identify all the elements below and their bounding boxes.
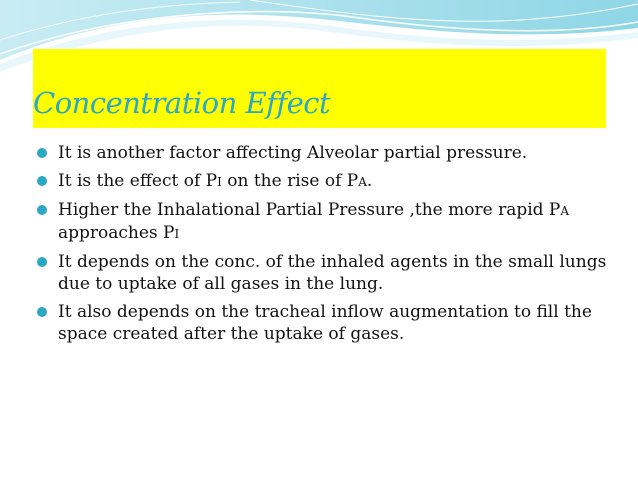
- bullet-text: It depends on the conc. of the inhaled agents in the small lungs due to uptake of all gases in the lung.: [58, 252, 607, 294]
- bullet-text: approaches P: [58, 223, 175, 243]
- subscript-text: A: [560, 204, 570, 218]
- bullet-list: [34, 142, 614, 351]
- bullet-dot-icon: [37, 205, 47, 215]
- bullet-text: .: [366, 171, 373, 191]
- subscript-text: I: [217, 175, 222, 189]
- bullet-item: [34, 199, 614, 245]
- bullet-text: It is another factor affecting Alveolar partial pressure.: [58, 143, 528, 163]
- bullet-item: [34, 142, 614, 164]
- bullet-dot-icon: [37, 307, 47, 317]
- bullet-dot-icon: [37, 257, 47, 267]
- bullet-text: on the rise of P: [221, 171, 359, 191]
- bullet-item: [34, 251, 614, 295]
- bullet-text: It is the effect of P: [58, 171, 218, 191]
- bullet-dot-icon: [37, 176, 47, 186]
- slide-title: Concentration Effect: [33, 86, 331, 120]
- bullet-item: [34, 301, 614, 345]
- bullet-item: [34, 170, 614, 193]
- bullet-text: It also depends on the tracheal inflow augmentation to fill the space created after the uptake of gases.: [58, 302, 592, 344]
- bullet-text: Higher the Inhalational Partial Pressure ,the more rapid P: [58, 200, 561, 220]
- subscript-text: I: [174, 227, 180, 241]
- subscript-text: A: [358, 175, 367, 189]
- bullet-dot-icon: [37, 148, 47, 158]
